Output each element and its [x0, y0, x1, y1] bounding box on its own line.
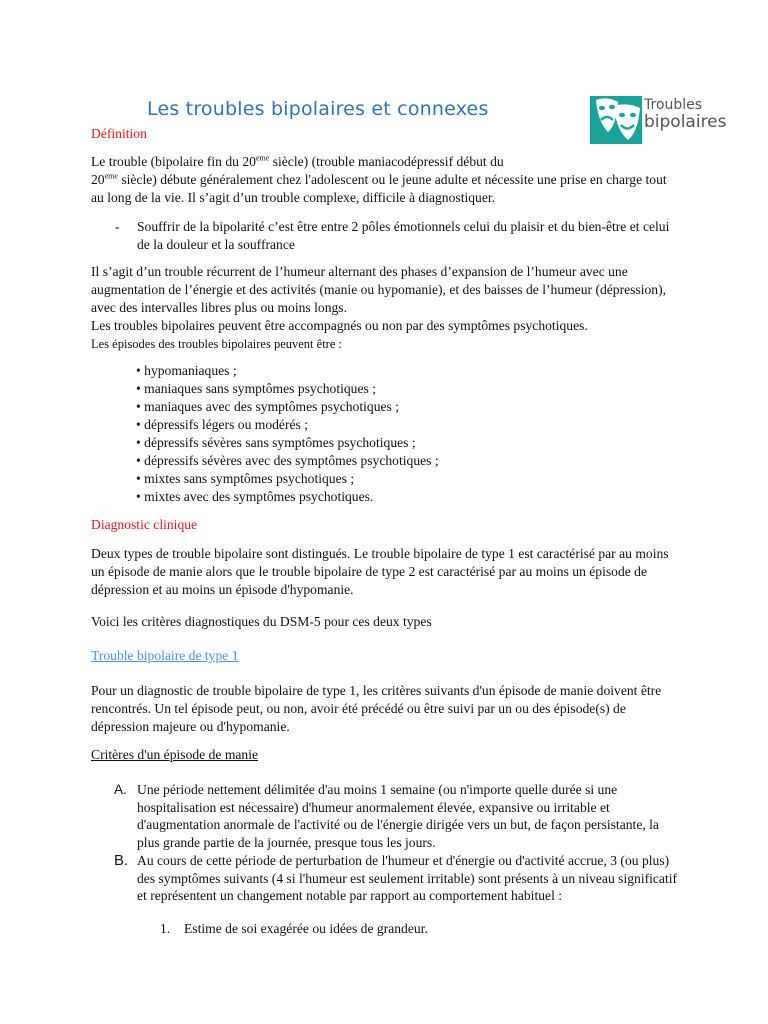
- dash-marker: -: [115, 219, 120, 234]
- logo-line1: Troubles: [644, 97, 703, 113]
- sub-criterion-1: [160, 920, 660, 938]
- type1-heading: [91, 647, 681, 665]
- list-item: • dépressifs légers ou modérés ;: [136, 417, 308, 432]
- intro-sup-2: eme: [104, 171, 118, 181]
- criterion-a: [114, 781, 684, 851]
- section-heading-diagnostic: Diagnostic clinique: [91, 517, 198, 532]
- type1-link[interactable]: Trouble bipolaire de type 1: [91, 648, 239, 663]
- criteria-heading: [91, 746, 681, 764]
- list-item: • mixtes avec des symptômes psychotiques.: [136, 489, 374, 504]
- episodes-list: [136, 362, 439, 506]
- sub-criterion-text: Estime de soi exagérée ou idées de grandeur.: [184, 921, 428, 936]
- criterion-marker: B.: [114, 852, 129, 869]
- section-heading-definition: Définition: [91, 126, 147, 141]
- dsm5-intro: Voici les critères diagnostiques du DSM-5 pour ces deux types: [91, 614, 432, 629]
- intro-text-2: siècle) (trouble maniacodépressif début du: [269, 154, 504, 169]
- dash-list-item: [115, 218, 685, 254]
- dash-item-text: Souffrir de la bipolarité c’est être entre 2 pôles émotionnels celui du plaisir et du bien-être et celui de la douleur et la souffrance: [137, 219, 670, 252]
- criterion-b: [114, 852, 684, 905]
- list-item: • dépressifs sévères sans symptômes psychotiques ;: [136, 435, 416, 450]
- document-title: Les troubles bipolaires et connexes: [147, 98, 489, 120]
- list-item: • maniaques sans symptômes psychotiques ;: [136, 381, 376, 396]
- paragraph-recurrent: Il s’agit d’un trouble récurrent de l’humeur alternant des phases d’expansion de l’humeur avec une augmentation de l’énergie et des activités (manie ou hypomanie), et des baisses de l’humeur (dépression), avec des intervalles libres plus ou moins longs.: [91, 264, 667, 315]
- logo-line2: bipolaires: [644, 112, 727, 132]
- paragraph-psychotic: Les troubles bipolaires peuvent être accompagnés ou non par des symptômes psychotiques.: [91, 318, 588, 333]
- criterion-text: Une période nettement délimitée d'au moins 1 semaine (ou n'importe quelle durée si une hospitalisation est nécessaire) d'humeur anormalement élevée, expansive ou irritable et d'augmentation anormale de l'activité ou de l'énergie dirigée vers un but, de façon persistante, la plus grande partie de la journée, presque tous les jours.: [137, 782, 659, 850]
- intro-text-4: siècle) débute généralement chez l'adolescent ou le jeune adulte et nécessite une prise en charge tout au long de la vie. Il s’agit d’un trouble complexe, difficile à diagnostiquer.: [91, 172, 667, 205]
- list-item: • dépressifs sévères avec des symptômes psychotiques ;: [136, 453, 439, 468]
- list-item: • hypomaniaques ;: [136, 363, 237, 378]
- criteria-heading-text: Critères d'un épisode de manie: [91, 747, 259, 762]
- sub-criterion-marker: 1.: [160, 921, 171, 936]
- intro-text-3: 20: [91, 172, 105, 187]
- intro-text-1: Le trouble (bipolaire fin du 20: [91, 154, 256, 169]
- diagnostic-paragraph: Deux types de trouble bipolaire sont distingués. Le trouble bipolaire de type 1 est caractérisé par au moins un épisode de manie alors que le trouble bipolaire de type 2 est caractérisé par au moins un épisode de dépression et au moins un épisode d'hypomanie.: [91, 546, 669, 597]
- intro-paragraph: [91, 153, 681, 207]
- list-item: • maniaques avec des symptômes psychotiques ;: [136, 399, 399, 414]
- intro-sup-1: eme: [255, 153, 270, 163]
- criterion-text: Au cours de cette période de perturbation de l'humeur et d'énergie ou d'activité accrue, 3 (ou plus) des symptômes suivants (4 si l'humeur est seulement irritable) sont présents à un niveau significatif et représentent un changement notable par rapport au comportement habituel :: [137, 853, 678, 903]
- criterion-marker: A.: [114, 782, 127, 797]
- episodes-intro: Les épisodes des troubles bipolaires peuvent être :: [91, 337, 342, 351]
- list-item: • mixtes sans symptômes psychotiques ;: [136, 471, 355, 486]
- type1-paragraph: Pour un diagnostic de trouble bipolaire de type 1, les critères suivants d'un épisode de manie doivent être rencontrés. Un tel épisode peut, ou non, avoir été précédé ou être suivi par un ou des épisode(s) de dépression majeure ou d'hypomanie.: [91, 683, 662, 734]
